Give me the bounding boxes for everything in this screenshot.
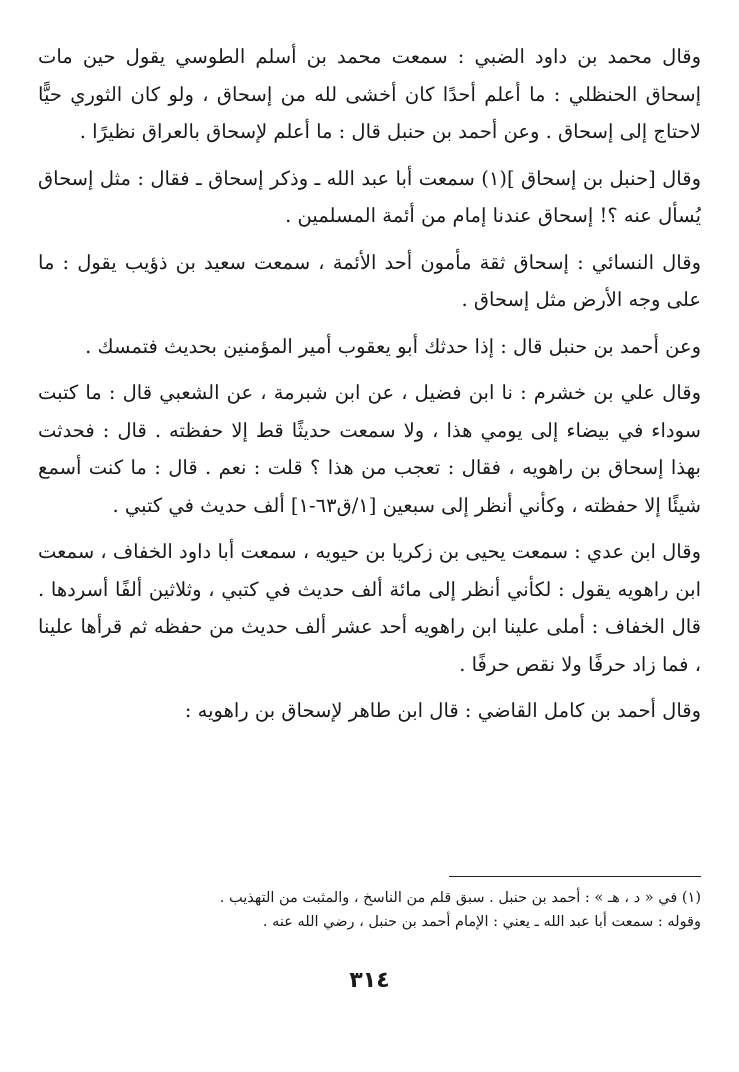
page-number: ٣١٤	[349, 968, 390, 993]
footnotes	[38, 886, 701, 934]
paragraph-4: وعن أحمد بن حنبل قال : إذا حدثك أبو يعقوب أمير المؤمنين بحديث فتمسك .	[85, 334, 701, 358]
paragraph-6: وقال ابن عدي : سمعت يحيى بن زكريا بن حيويه ، سمعت أبا داود الخفاف ، سمعت ابن راهويه يقول : لكأني أنظر إلى مائة ألف حديث في كتبي ، وثلاثين ألفًا أسردها . قال الخفاف : أملى علينا ابن راهويه أحد عشر ألف حديث من حفظه ثم قرأها علينا ، فما زاد حرفًا ولا نقص حرفًا .	[38, 540, 701, 676]
paragraph-1: وقال محمد بن داود الضبي : سمعت محمد بن أسلم الطوسي يقول حين مات إسحاق الحنظلي : ما أعلم أحدًا كان أخشى لله من إسحاق ، ولو كان الثوري حيًّا لاحتاج إلى إسحاق . وعن أحمد بن حنبل قال : ما أعلم لإسحاق بالعراق نظيرًا .	[38, 45, 701, 143]
footnote-separator	[449, 876, 701, 877]
paragraph-3: وقال النسائي : إسحاق ثقة مأمون أحد الأئمة ، سمعت سعيد بن ذؤيب يقول : ما على وجه الأرض مثل إسحاق .	[38, 250, 701, 311]
paragraph-7: وقال أحمد بن كامل القاضي : قال ابن طاهر لإسحاق بن راهويه :	[184, 699, 701, 722]
paragraph-5: وقال علي بن خشرم : نا ابن فضيل ، عن ابن شبرمة ، عن الشعبي قال : ما كتبت سوداء في بيضاء إلى يومي هذا ، ولا سمعت حديثًا قط إلا حفظته . قال : فحدثت بهذا إسحاق بن راهويه ، فقال : تعجب من هذا ؟ قلت : نعم . قال : ما كنت أسمع شيئًا إلا حفظته ، وكأني أنظر إلى سبعين [١/ق٦٣-١] ألف حديث في كتبي .	[38, 381, 701, 517]
footnote-1-continued: وقوله : سمعت أبا عبد الله ـ يعني : الإمام أحمد بن حنبل ، رضي الله عنه .	[262, 914, 701, 930]
footnote-1: (١) في « د ، هـ » : أحمد بن حنبل . سبق قلم من الناسخ ، والمثبت من التهذيب .	[219, 890, 701, 906]
main-text	[38, 38, 701, 730]
book-page	[38, 38, 701, 1038]
paragraph-2: وقال [حنبل بن إسحاق ](١) سمعت أبا عبد الله ـ وذكر إسحاق ـ فقال : مثل إسحاق يُسأل عنه ؟! إسحاق عندنا إمام من أئمة المسلمين .	[38, 166, 701, 227]
